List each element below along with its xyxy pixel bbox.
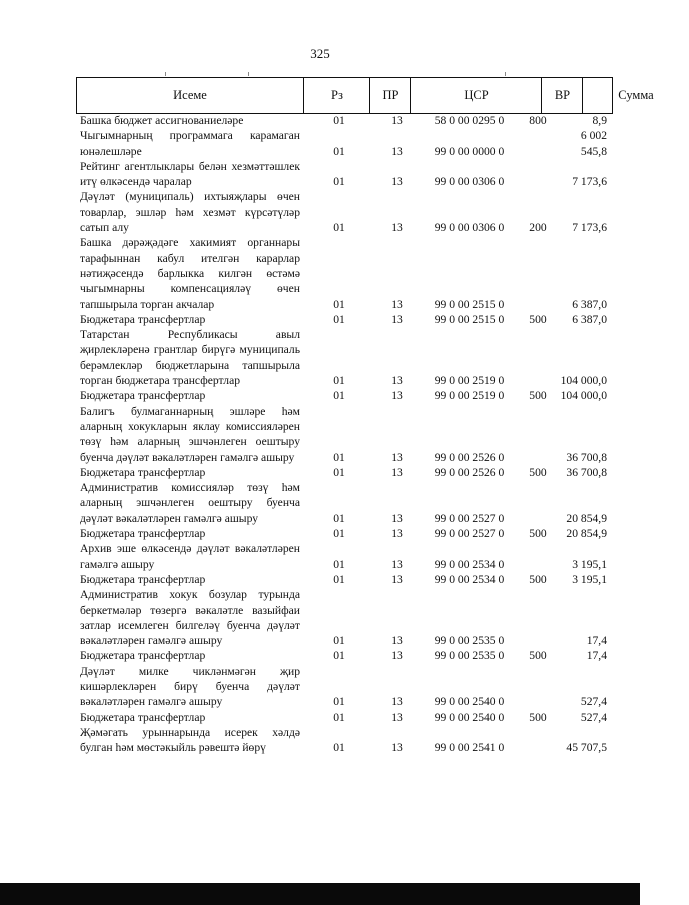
row-pr: 13 — [391, 312, 403, 326]
row-rz: 01 — [333, 527, 345, 541]
row-vr: 500 — [529, 572, 547, 586]
table-header — [76, 77, 654, 114]
row-name: Рейтинг агентлыклары белән хезмәттәшлек итү өлкәсендә чаралар — [80, 159, 300, 189]
table-row — [76, 327, 613, 388]
row-sum: 6 387,0 — [572, 297, 607, 311]
row-vr: 800 — [529, 114, 547, 127]
row-sum: 36 700,8 — [566, 450, 607, 464]
row-sum: 6 002 545,8 — [580, 129, 607, 158]
row-sum: 7 173,6 — [572, 175, 607, 189]
row-name: Бюджетара трансфертлар — [80, 649, 206, 663]
scan-mark — [505, 72, 506, 76]
row-csr: 99 0 00 2519 0 — [434, 374, 505, 388]
table-row — [76, 465, 613, 480]
row-rz: 01 — [333, 557, 345, 571]
row-pr: 13 — [391, 695, 403, 709]
table-row — [76, 526, 613, 541]
row-sum: 45 707,5 — [566, 741, 607, 755]
row-rz: 01 — [333, 511, 345, 525]
row-sum: 17,4 — [586, 634, 607, 648]
row-rz: 01 — [333, 710, 345, 724]
row-pr: 13 — [391, 175, 403, 189]
scan-mark — [248, 72, 249, 76]
row-csr: 99 0 00 2515 0 — [434, 312, 505, 326]
table-row — [76, 710, 613, 725]
row-pr: 13 — [391, 511, 403, 525]
row-pr: 13 — [391, 374, 403, 388]
row-rz: 01 — [333, 312, 345, 326]
table-row — [76, 113, 613, 128]
page-number: 325 — [310, 46, 330, 61]
header-vr: ВР — [541, 78, 583, 113]
table-row — [76, 725, 613, 756]
row-csr: 99 0 00 0000 0 — [434, 144, 505, 158]
row-rz: 01 — [333, 572, 345, 586]
row-vr: 500 — [529, 389, 547, 403]
row-sum: 36 700,8 — [566, 465, 607, 479]
row-pr: 13 — [391, 527, 403, 541]
row-vr: 200 — [529, 221, 547, 235]
header-pr: ПР — [369, 78, 411, 113]
table-row — [76, 541, 613, 572]
row-pr: 13 — [391, 450, 403, 464]
table-row — [76, 128, 613, 159]
row-name: Җәмәгать урыннарында исерек хәлдә булган һәм мөстәкыйль рәвештә йөрү — [80, 725, 300, 755]
row-sum: 7 173,6 — [572, 221, 607, 235]
table-row — [76, 664, 613, 710]
row-rz: 01 — [333, 144, 345, 158]
row-csr: 58 0 00 0295 0 — [434, 114, 505, 127]
header-name: Исеме — [173, 88, 207, 102]
row-name: Бюджетара трансфертлар — [80, 312, 206, 326]
row-rz: 01 — [333, 741, 345, 755]
row-name: Чыгымнарның программага карамаган юнәлешләре — [80, 129, 300, 158]
table-row — [76, 480, 613, 526]
row-rz: 01 — [333, 450, 345, 464]
row-vr: 500 — [529, 649, 547, 663]
row-sum: 20 854,9 — [566, 511, 607, 525]
row-name: Административ комиссияләр төзү һәм аларның эшчәнлеген оештыру буенча дәүләт вәкаләтләрен гамәлгә ашыру — [80, 481, 300, 525]
row-sum: 104 000,0 — [560, 374, 607, 388]
table-row — [76, 587, 613, 648]
row-pr: 13 — [391, 389, 403, 403]
scan-bottom-edge — [0, 883, 640, 905]
row-name: Дәүләт милке чикләнмәгән җир кишәрлекләрен бирү буенча дәүләт вәкаләтләрен гамәлгә ашыру — [80, 664, 300, 709]
row-pr: 13 — [391, 649, 403, 663]
table-row — [76, 572, 613, 587]
row-pr: 13 — [391, 297, 403, 311]
row-rz: 01 — [333, 175, 345, 189]
row-csr: 99 0 00 2540 0 — [434, 695, 505, 709]
row-csr: 99 0 00 0306 0 — [434, 175, 505, 189]
row-vr: 500 — [529, 527, 547, 541]
table-body — [76, 113, 613, 755]
table-row — [76, 189, 613, 235]
row-pr: 13 — [391, 572, 403, 586]
row-pr: 13 — [391, 634, 403, 648]
row-vr: 500 — [529, 710, 547, 724]
table-row — [76, 159, 613, 190]
row-rz: 01 — [333, 465, 345, 479]
row-sum: 527,4 — [580, 710, 607, 724]
row-name: Татарстан Республикасы авыл җирлекләренә грантлар бирүгә муниципаль берәмлекләр бюджетларына тапшырыла торган бюджетара трансфертлар — [80, 328, 300, 388]
header-rz: Рз — [303, 78, 370, 113]
row-pr: 13 — [391, 465, 403, 479]
row-rz: 01 — [333, 695, 345, 709]
row-csr: 99 0 00 2535 0 — [434, 634, 505, 648]
row-name: Бюджетара трансфертлар — [80, 465, 206, 479]
row-sum: 3 195,1 — [572, 572, 607, 586]
row-name: Архив эше өлкәсендә дәүләт вәкаләтләрен гамәлгә ашыру — [80, 542, 300, 571]
row-csr: 99 0 00 2534 0 — [434, 572, 505, 586]
row-sum: 8,9 — [592, 114, 607, 127]
row-csr: 99 0 00 2535 0 — [434, 649, 505, 663]
row-name: Дәүләт (муниципаль) ихтыяҗлары өчен товарлар, эшләр һәм хезмәт күрсәтүләр сатып алу — [80, 190, 300, 235]
row-name: Административ хокук бозулар турында беркетмәләр төзергә вәкаләтле вазыйфаи затлар исемлеген билгеләү буенча дәүләт вәкаләтләрен гамәлгә ашыру — [80, 588, 300, 648]
row-rz: 01 — [333, 389, 345, 403]
row-sum: 20 854,9 — [566, 527, 607, 541]
table-row — [76, 648, 613, 663]
row-name: Бюджетара трансфертлар — [80, 389, 206, 403]
row-vr: 500 — [529, 312, 547, 326]
row-pr: 13 — [391, 221, 403, 235]
row-csr: 99 0 00 2541 0 — [434, 741, 505, 755]
row-name: Башка дәрәҗәдәге хакимият органнары тарафыннан кабул ителгән карарлар нәтиҗәсендә барлыкка килгән өстәмә чыгымнарны компенсацияләү өчен тапшырыла торган акчалар — [80, 236, 300, 311]
header-sum: Сумма — [582, 78, 689, 113]
row-name: Бюджетара трансфертлар — [80, 710, 206, 724]
row-pr: 13 — [391, 557, 403, 571]
row-rz: 01 — [333, 634, 345, 648]
row-rz: 01 — [333, 221, 345, 235]
row-csr: 99 0 00 2534 0 — [434, 557, 505, 571]
table-row — [76, 388, 613, 403]
header-csr: ЦСР — [410, 78, 542, 113]
row-sum: 3 195,1 — [572, 557, 607, 571]
row-csr: 99 0 00 2527 0 — [434, 511, 505, 525]
row-name: Бюджетара трансфертлар — [80, 572, 206, 586]
row-pr: 13 — [391, 710, 403, 724]
scan-mark — [165, 72, 166, 76]
row-rz: 01 — [333, 374, 345, 388]
row-rz: 01 — [333, 114, 345, 127]
row-csr: 99 0 00 2526 0 — [434, 450, 505, 464]
table-row — [76, 404, 613, 465]
row-csr: 99 0 00 2527 0 — [434, 527, 505, 541]
row-vr: 500 — [529, 465, 547, 479]
row-sum: 527,4 — [580, 695, 607, 709]
row-sum: 104 000,0 — [560, 389, 607, 403]
row-csr: 99 0 00 2519 0 — [434, 389, 505, 403]
row-rz: 01 — [333, 649, 345, 663]
table-row — [76, 312, 613, 327]
row-rz: 01 — [333, 297, 345, 311]
row-pr: 13 — [391, 114, 403, 127]
row-pr: 13 — [391, 144, 403, 158]
row-csr: 99 0 00 0306 0 — [434, 221, 505, 235]
row-name: Бюджетара трансфертлар — [80, 527, 206, 541]
row-name: Башка бюджет ассигнованиеләре — [80, 114, 244, 127]
row-csr: 99 0 00 2526 0 — [434, 465, 505, 479]
row-pr: 13 — [391, 741, 403, 755]
row-csr: 99 0 00 2540 0 — [434, 710, 505, 724]
row-sum: 6 387,0 — [572, 312, 607, 326]
row-name: Балигъ булмаганнарның эшләре һәм аларның хокукларын яклау комиссияләрен төзү һәм аларның эшчәнлеген оештыру буенча дәүләт вәкаләтләрен гамәлгә ашыру — [80, 404, 300, 464]
row-csr: 99 0 00 2515 0 — [434, 297, 505, 311]
table-row — [76, 235, 613, 311]
row-sum: 17,4 — [586, 649, 607, 663]
